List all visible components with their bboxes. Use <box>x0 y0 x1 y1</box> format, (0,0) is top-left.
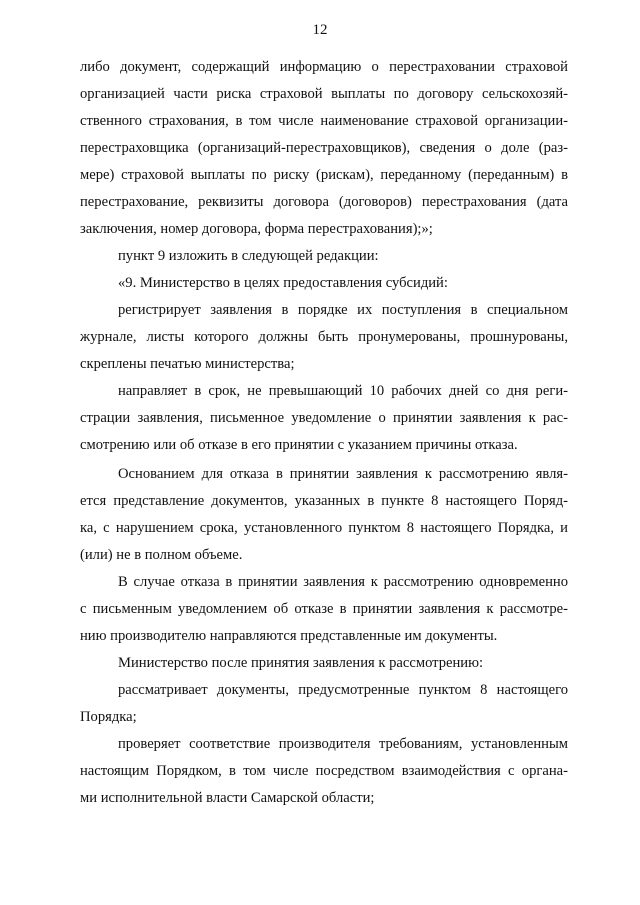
page-number: 12 <box>312 22 328 38</box>
text-line: (или) не в полном объеме. <box>80 547 243 563</box>
text-line: рассматривает документы, предусмотренные пунктом 8 настоящего <box>118 682 568 698</box>
text-line: В случае отказа в принятии заявления к рассмотрению одновременно <box>118 574 568 590</box>
text-line: перестраховщика (организаций-перестраховщиков), сведения о доле (раз- <box>80 140 568 156</box>
text-line: перестрахование, реквизиты договора (договоров) перестрахования (дата <box>80 194 568 210</box>
text-line: либо документ, содержащий информацию о перестраховании страховой <box>80 59 568 75</box>
text-line: регистрирует заявления в порядке их поступления в специальном <box>118 302 568 318</box>
text-line: ется представление документов, указанных в пункте 8 настоящего Поряд- <box>80 493 568 509</box>
text-line: ми исполнительной власти Самарской области; <box>80 790 375 806</box>
text-line: пункт 9 изложить в следующей редакции: <box>118 248 379 264</box>
text-line: мере) страховой выплаты по риску (рискам), переданному (переданным) в <box>80 167 568 183</box>
text-line: проверяет соответствие производителя требованиям, установленным <box>118 736 568 752</box>
text-line: Основанием для отказа в принятии заявления к рассмотрению явля- <box>118 466 568 482</box>
text-line: ственного страхования, в том числе наименование страховой организации- <box>80 113 568 129</box>
text-line: скреплены печатью министерства; <box>80 356 295 372</box>
text-line: направляет в срок, не превышающий 10 рабочих дней со дня реги- <box>118 383 568 399</box>
text-line: нию производителю направляются представленные им документы. <box>80 628 498 644</box>
text-line: Министерство после принятия заявления к рассмотрению: <box>118 655 484 671</box>
text-line: заключения, номер договора, форма перестрахования);»; <box>80 221 433 237</box>
text-line: с письменным уведомлением об отказе в принятии заявления к рассмотре- <box>80 601 568 617</box>
text-line: организацией части риска страховой выплаты по договору сельскохозяй- <box>80 86 568 102</box>
text-line: ка, с нарушением срока, установленного пунктом 8 настоящего Порядка, и <box>80 520 568 536</box>
text-line: настоящим Порядком, в том числе посредством взаимодействия с органа- <box>80 763 568 779</box>
text-line: «9. Министерство в целях предоставления субсидий: <box>118 275 448 291</box>
text-line: журнале, листы которого должны быть пронумерованы, прошнурованы, <box>80 329 568 345</box>
text-line: Порядка; <box>80 709 137 725</box>
text-line: смотрению или об отказе в его принятии с указанием причины отказа. <box>80 437 518 453</box>
text-line: страции заявления, письменное уведомление о принятии заявления к рас- <box>80 410 568 426</box>
